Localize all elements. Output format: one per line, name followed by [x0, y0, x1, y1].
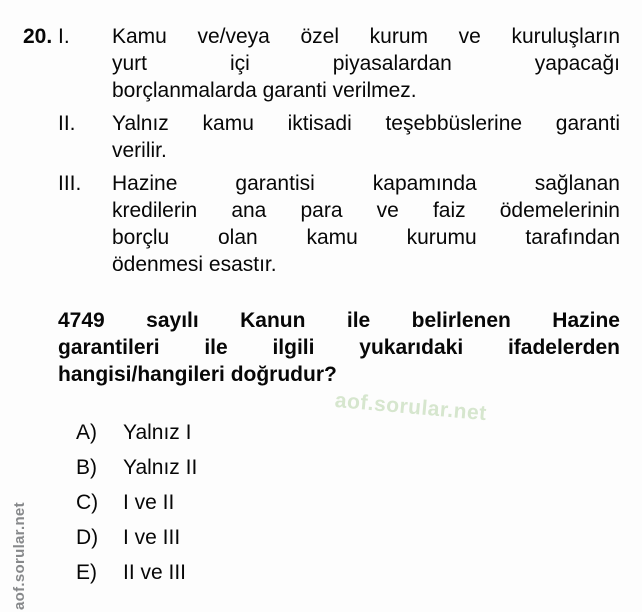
statement-numeral: I.	[58, 25, 70, 48]
option-letter: D)	[76, 526, 99, 549]
option-e	[76, 561, 197, 596]
statement-list	[58, 23, 620, 278]
stem-line: hangisi/hangileri doğrudur?	[58, 363, 337, 386]
option-text: Yalnız II	[123, 456, 198, 479]
statement-numeral: II.	[58, 112, 76, 135]
option-c	[76, 491, 197, 526]
statement-text	[112, 170, 620, 278]
question-number: 20.	[23, 25, 53, 48]
statement-line: Kamu ve/veya özel kurum ve kuruluşların	[112, 25, 620, 48]
options-list	[76, 421, 197, 596]
option-letter: A)	[76, 421, 97, 444]
statement-line: borçlanmalarda garanti verilmez.	[112, 79, 417, 102]
option-text: II ve III	[123, 561, 187, 584]
statement-line: verilir.	[112, 139, 167, 162]
statement-line: Yalnız kamu iktisadi teşebbüslerine garanti	[112, 112, 620, 135]
watermark-left-vertical: aof.sorular.net	[11, 502, 28, 610]
watermark-center: aof.sorular.net	[333, 389, 488, 426]
option-text: Yalnız I	[123, 421, 192, 444]
option-letter: E)	[76, 561, 97, 584]
option-a	[76, 421, 197, 456]
statement-item-1	[58, 23, 620, 104]
option-text: I ve II	[123, 491, 175, 514]
statement-text	[112, 23, 620, 104]
statement-item-2	[58, 110, 620, 164]
option-text: I ve III	[123, 526, 181, 549]
statement-line: yurt içi piyasalardan yapacağı	[112, 52, 620, 75]
statement-text	[112, 110, 620, 164]
statement-numeral: III.	[58, 172, 82, 195]
option-letter: C)	[76, 491, 99, 514]
question-stem	[58, 307, 620, 388]
stem-line: 4749 sayılı Kanun ile belirlenen Hazine	[58, 309, 620, 332]
statement-item-3	[58, 170, 620, 278]
option-d	[76, 526, 197, 561]
statement-line: Hazine garantisi kapamında sağlanan	[112, 172, 620, 195]
option-letter: B)	[76, 456, 97, 479]
option-b	[76, 456, 197, 491]
statement-line: kredilerin ana para ve faiz ödemelerinin	[112, 199, 620, 222]
stem-line: garantileri ile ilgili yukarıdaki ifadelerden	[58, 336, 620, 359]
statement-line: borçlu olan kamu kurumu tarafından	[112, 226, 620, 249]
statement-line: ödenmesi esastır.	[112, 253, 277, 276]
